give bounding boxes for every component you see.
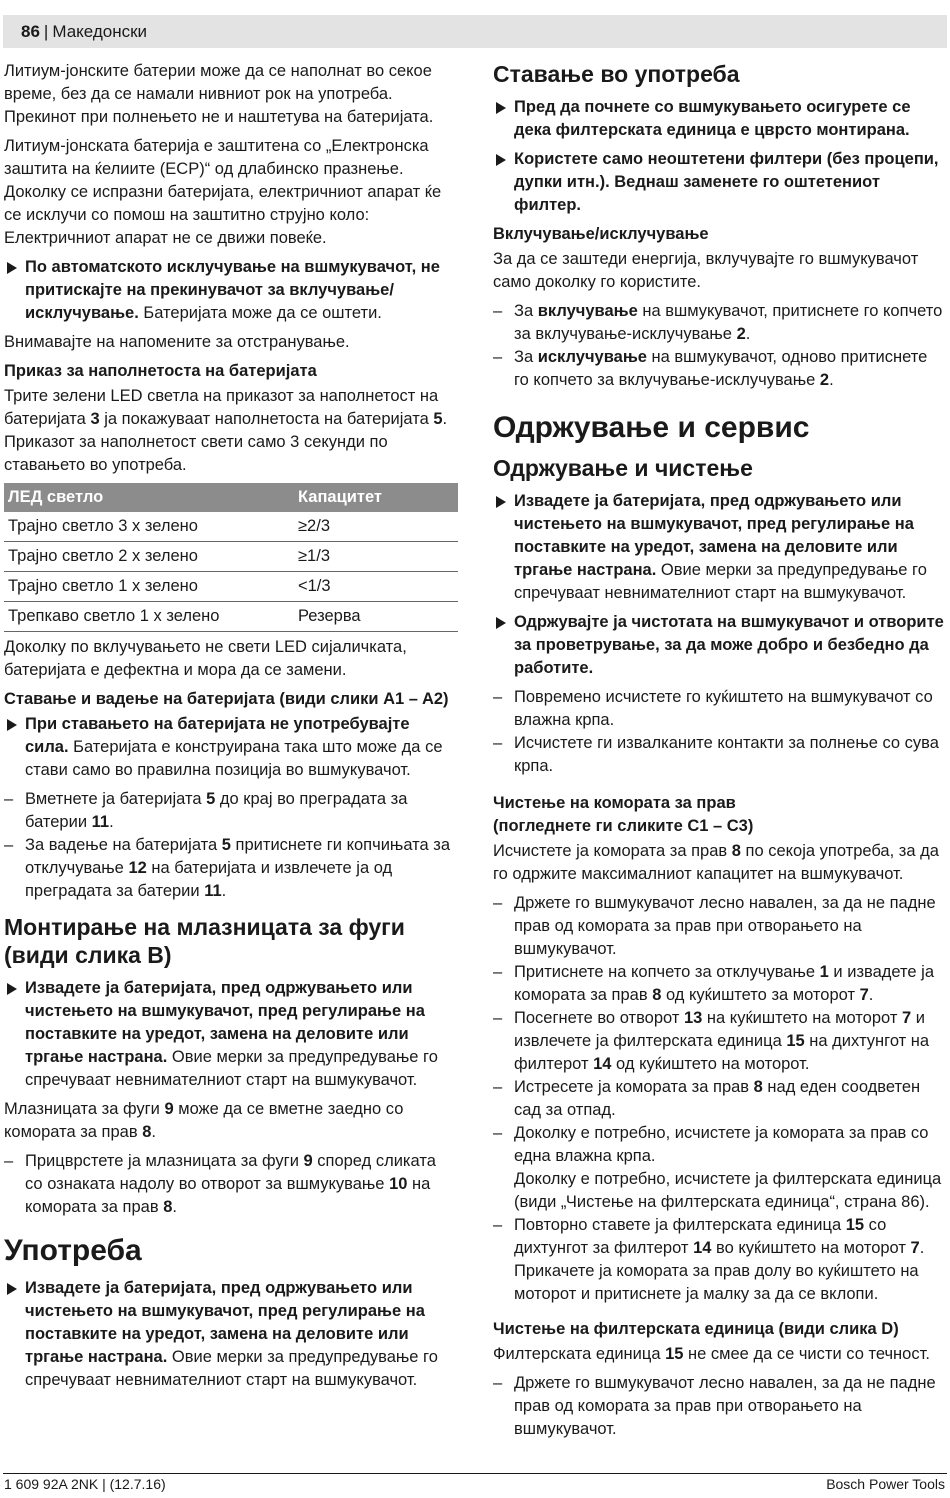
left-column — [4, 60, 456, 1398]
paragraph: Трите зелени LED светла на приказот за наполнетост на батеријата 3 ја покажуваат наполнетоста на батеријата 5. Приказот за наполнетост свети само 3 секунди по ставањето во употреба. — [4, 387, 448, 474]
table-cell: Трајно светло 1 x зелено — [4, 572, 298, 602]
paragraph: Литиум-јонската батерија е заштитена со „Електронска заштита на ќелиите (ECP)“ од длабинско празнење. Доколку се испразни батеријата, електричниот апарат ќе се исклучи со помош на заштитно струјно коло: Електричниот апарат не се движи повеќе. — [4, 137, 442, 247]
footer-brand: Bosch Power Tools — [826, 1476, 945, 1492]
dash-list-item: – За исклучување на вшмукувачот, одново притиснете го копчето за вклучување-исклучување 2. — [493, 348, 928, 389]
warning-item: Пред да почнете со вшмукувањето осигурете се дека филтерската единица е цврсто монтирана. — [493, 96, 945, 142]
section-heading: Одржување и чистење — [493, 455, 753, 481]
triangle-bullet-icon — [496, 617, 506, 629]
table-cell: Трепкаво светло 1 x зелено — [4, 602, 298, 632]
section-heading: Вклучување/исклучување — [493, 225, 709, 243]
dash-list-item: – За вадење на батеријата 5 притиснете ги копчињата за отклучување 12 на батеријата и извлечете ја од преградата за батерии 11. — [4, 836, 451, 900]
dash-list-item: – Вметнете ја батеријата 5 до крај во преградата за батерии 11. — [4, 790, 408, 831]
chapter-heading: Употреба — [4, 1234, 142, 1267]
dash-list-item: – Држете го вшмукувачот лесно навален, за да не падне прав од комората за прав при отворањето на вшмукувачот. — [493, 894, 936, 958]
paragraph: Млазницата за фуги 9 може да се вметне заедно со комората за прав 8. — [4, 1100, 404, 1141]
section-heading: Чистење на филтерската единица (види слика D) — [493, 1320, 899, 1338]
warning-item: Одржувајте ја чистотата на вшмукувачот и отворите за проветрување, за да може добро и безбедно да работите. — [493, 611, 945, 680]
section-heading: Чистење на комората за прав (погледнете ги сликите C1 – C3) — [493, 794, 754, 835]
table-cell: ≥2/3 — [298, 512, 458, 542]
page-number: 86 — [21, 21, 40, 41]
table-row — [4, 572, 458, 602]
triangle-bullet-icon — [7, 1283, 17, 1295]
footer-document-code: 1 609 92A 2NK | (12.7.16) — [4, 1476, 166, 1492]
table-cell: Трајно светло 3 x зелено — [4, 512, 298, 542]
paragraph: За да се заштеди енергија, вклучувајте го вшмукувачот само доколку го користите. — [493, 250, 919, 291]
chapter-heading: Одржување и сервис — [493, 411, 810, 444]
dash-list-item: – Посегнете во отворот 13 на куќиштето на моторот 7 и извлечете ја филтерската единица 15 на дихтунгот на филтерот 14 од куќиштето на моторот. — [493, 1009, 930, 1073]
table-cell: <1/3 — [298, 572, 458, 602]
table-cell: Резерва — [298, 602, 458, 632]
triangle-bullet-icon — [496, 102, 506, 114]
dash-list-item: – Прицврстете ја млазницата за фуги 9 според сликата со ознаката надолу во отворот за вшмукување 10 на комората за прав 8. — [4, 1152, 436, 1216]
paragraph: Литиум-јонските батерии може да се наполнат во секое време, без да се намали нивниот рок на употреба. Прекинот при полнењето не и наштетува на батеријата. — [4, 62, 434, 126]
table-row — [4, 512, 458, 542]
dash-list-item: – Повремено исчистете го куќиштето на вшмукувачот со влажна крпа. — [493, 688, 933, 729]
dash-list-item: – Повторно ставете ја филтерската единица 15 со дихтунгот за филтерот 14 во куќиштето на моторот 7. Прикачете ја комората за прав долу во куќиштето на моторот и притиснете ја малку за да се вклопи. — [493, 1216, 925, 1303]
table-cell: ≥1/3 — [298, 542, 458, 572]
table-header-row — [4, 483, 458, 512]
section-heading: Приказ за наполнетоста на батеријата — [4, 362, 317, 380]
dash-list-item: – Исчистете ги извалканите контакти за полнење со сува крпа. — [493, 734, 939, 775]
warning-item: При ставањето на батеријата не употребувајте сила. Батеријата е конструирана така што може да се стави само во правилна позиција во вшмукувачот. — [4, 713, 456, 782]
right-column — [493, 60, 945, 1441]
section-heading: Ставање во употреба — [493, 61, 740, 87]
table-cell: Трајно светло 2 x зелено — [4, 542, 298, 572]
page-header — [3, 15, 947, 48]
table-header: ЛЕД светло — [4, 483, 298, 512]
warning-item: Извадете ја батеријата, пред одржувањето или чистењето на вшмукувачот, пред регулирање на поставките на уредот, замена на деловите или тргање настрана. Овие мерки за предупредување го спречуваат невнимателниот старт на вшмукувачот. — [4, 977, 456, 1092]
led-capacity-table — [4, 483, 458, 632]
table-header: Капацитет — [298, 483, 458, 512]
dash-list-item: – За вклучување на вшмукувачот, притиснете го копчето за вклучување-исклучување 2. — [493, 302, 943, 343]
dash-list-item: – Истресете ја комората за прав 8 над еден соодветен сад за отпад. — [493, 1078, 921, 1119]
warning-item: Извадете ја батеријата, пред одржувањето или чистењето на вшмукувачот, пред регулирање на поставките на уредот, замена на деловите или тргање настрана. Овие мерки за предупредување го спречуваат невнимателниот старт на вшмукувачот. — [493, 490, 945, 605]
triangle-bullet-icon — [7, 719, 17, 731]
section-heading: Ставање и вадење на батеријата (види слики A1 – A2) — [4, 690, 449, 708]
paragraph: Доколку по вклучувањето не свети LED сијаличката, батеријата е дефектна и мора да се замени. — [4, 638, 407, 679]
table-row — [4, 542, 458, 572]
triangle-bullet-icon — [7, 262, 17, 274]
dash-list-item: – Доколку е потребно, исчистете ја комората за прав со една влажна крпа. Доколку е потребно, исчистете ја филтерската единица (види „Чистење на филтерската единица“, страна 86). — [493, 1124, 942, 1211]
section-heading: Монтирање на млазницата за фуги (види слика B) — [4, 914, 405, 968]
paragraph: Внимавајте на напомените за отстранување. — [4, 333, 350, 351]
triangle-bullet-icon — [496, 496, 506, 508]
warning-item: Користете само неоштетени филтери (без процепи, дупки итн.). Веднаш заменете го оштетениот филтер. — [493, 148, 945, 217]
warning-item: Извадете ја батеријата, пред одржувањето или чистењето на вшмукувачот, пред регулирање на поставките на уредот, замена на деловите или тргање настрана. Овие мерки за предупредување го спречуваат невнимателниот старт на вшмукувачот. — [4, 1277, 456, 1392]
paragraph: Филтерската единица 15 не смее да се чисти со течност. — [493, 1345, 930, 1363]
triangle-bullet-icon — [496, 154, 506, 166]
dash-list-item: – Притиснете на копчето за отклучување 1 и извадете ја комората за прав 8 од куќиштето за моторот 7. — [493, 963, 934, 1004]
triangle-bullet-icon — [7, 983, 17, 995]
header-language: Македонски — [52, 21, 148, 41]
dash-list-item: – Држете го вшмукувачот лесно навален, за да не падне прав од комората за прав при отворањето на вшмукувачот. — [493, 1374, 936, 1438]
paragraph: Исчистете ја комората за прав 8 по секоја употреба, за да го одржите максималниот капацитет на вшмукувачот. — [493, 842, 939, 883]
header-separator: | — [43, 21, 49, 41]
warning-item: По автоматското исклучување на вшмукувачот, не притискајте на прекинувачот за вклучување/исклучување. Батеријата може да се оштети. — [4, 256, 456, 325]
table-row — [4, 602, 458, 632]
footer-divider — [3, 1473, 947, 1474]
